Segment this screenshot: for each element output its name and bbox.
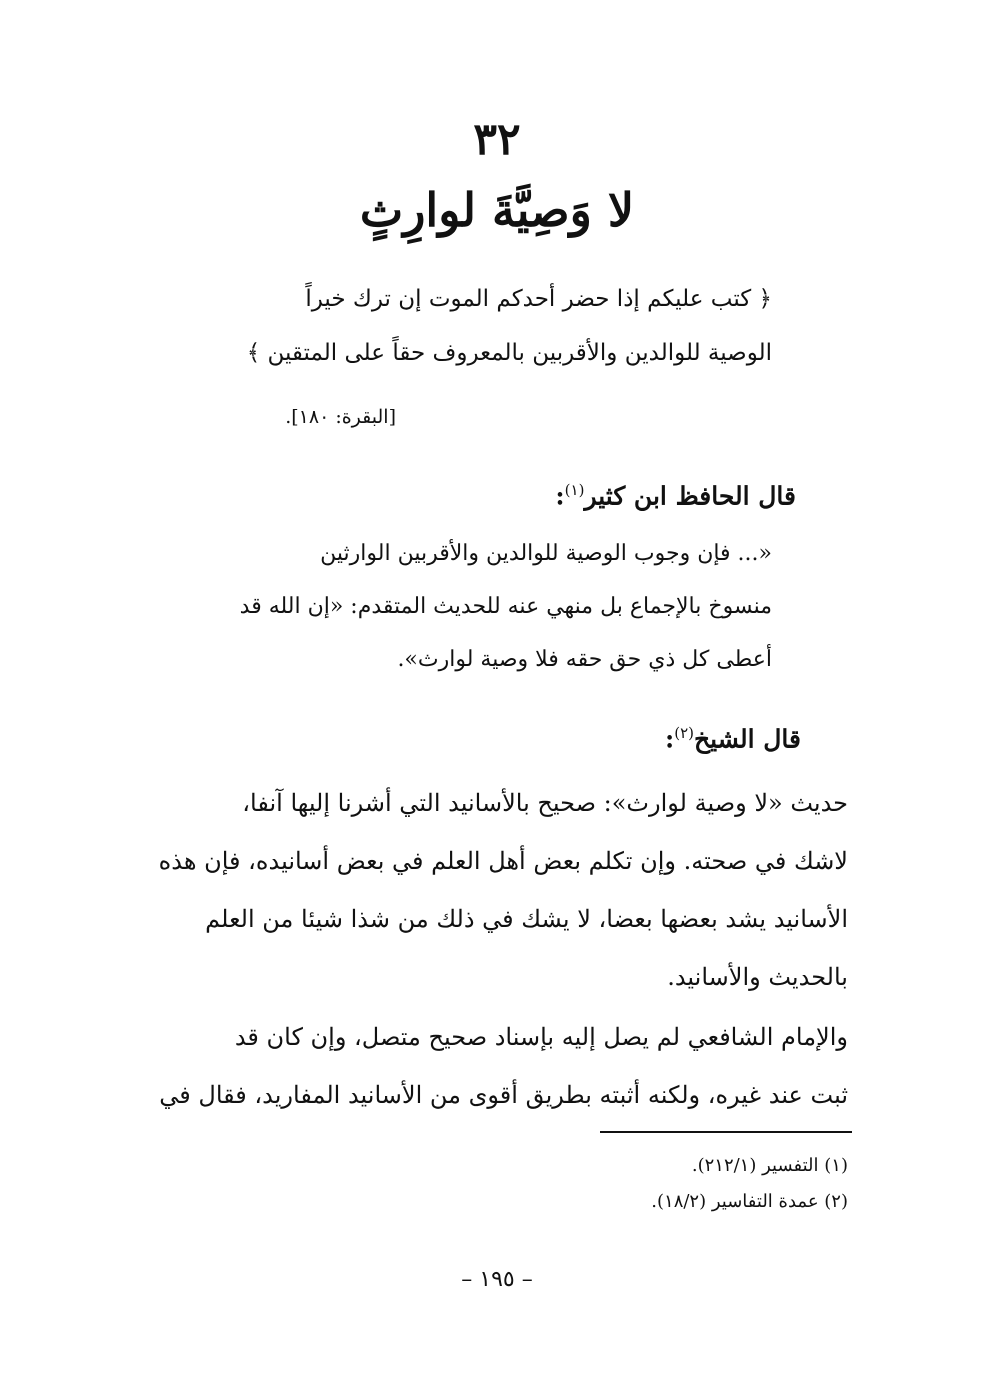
quote-line: منسوخ بالإجماع بل منهي عنه للحديث المتقدم: «إن الله قد — [239, 594, 772, 619]
paragraph-line: لاشك في صحته. وإن تكلم بعض أهل العلم في بعض أسانيده، فإن هذه — [158, 847, 848, 875]
footnotes — [548, 1148, 848, 1220]
verse-reference: [البقرة: ١٨٠]. — [285, 406, 396, 428]
paragraph-line: حديث «لا وصية لوارث»: صحيح بالأسانيد التي أشرنا إليها آنفا، — [242, 789, 848, 817]
verse-line: الوصية للوالدين والأقربين بالمعروف حقاً على المتقين ﴾ — [246, 340, 772, 366]
paragraph-line: والإمام الشافعي لم يصل إليه بإسناد صحيح متصل، وإن كان قد — [234, 1023, 848, 1051]
paragraph-line: الأسانيد يشد بعضها بعضا، لا يشك في ذلك من شذا شيئا من العلم — [205, 905, 848, 933]
heading-text: قال الحافظ ابن كثير — [584, 481, 796, 511]
heading-colon: : — [555, 481, 565, 511]
footnote: (١) التفسير (٢١٢/١). — [691, 1155, 848, 1176]
chapter-title: لا وَصِيَّةَ لوارِثٍ — [359, 183, 635, 237]
section-heading-sheikh — [665, 713, 801, 759]
page-number: – ١٩٥ – — [461, 1267, 533, 1292]
heading-text: قال الشيخ — [694, 724, 801, 754]
quote-line: «... فإن وجوب الوصية للوالدين والأقربين الوارثين — [320, 541, 772, 566]
body-paragraph — [134, 774, 848, 1006]
section-heading-ibn-kathir — [555, 470, 796, 516]
footnote-marker: (١) — [564, 481, 585, 499]
paragraph-line: ثبت عند غيره، ولكنه أثبته بطريق أقوى من الأسانيد المفاريد، فقال في — [159, 1081, 848, 1109]
quote-line: أعطى كل ذي حق حقه فلا وصية لوارث». — [397, 647, 772, 672]
paragraph-line: بالحديث والأسانيد. — [667, 963, 848, 991]
verse-line: ﴿ كتب عليكم إذا حضر أحدكم الموت إن ترك خيراً — [305, 286, 772, 312]
footnote: (٢) عمدة التفاسير (١٨/٢). — [651, 1191, 848, 1212]
chapter-number: ٣٢ — [473, 114, 521, 165]
heading-colon: : — [665, 724, 675, 754]
footnote-divider — [600, 1131, 852, 1133]
ibn-kathir-quote — [232, 527, 772, 686]
body-paragraph — [134, 1008, 848, 1124]
quran-verse — [212, 272, 772, 380]
footnote-marker: (٢) — [674, 724, 695, 742]
